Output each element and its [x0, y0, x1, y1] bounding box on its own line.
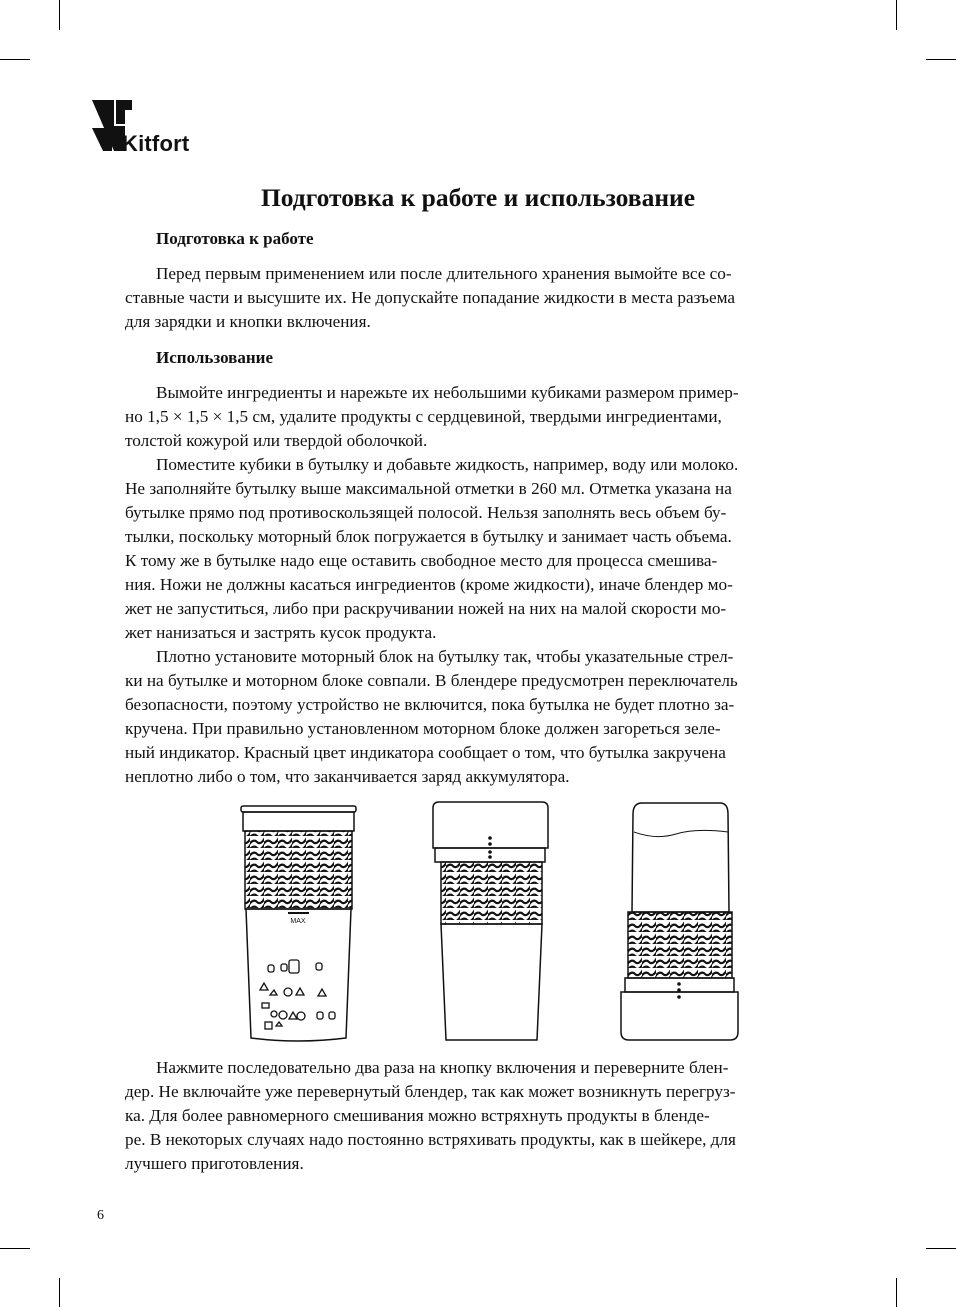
section-heading-usage: Использование: [156, 348, 273, 367]
crop-mark: [896, 1278, 897, 1307]
text-line: жет не запуститься, либо при раскручивании ножей на них на малой скорости мо-: [125, 599, 727, 618]
crop-mark: [926, 59, 956, 60]
bottle-with-ingredients-figure: [241, 806, 356, 1041]
text-line: жет нанизаться и застрять кусок продукта.: [125, 623, 437, 642]
text-line: лучшего приготовления.: [125, 1154, 304, 1173]
text-line: Перед первым применением или после длительного хранения вымойте все со-: [156, 264, 732, 283]
text-line: кручена. При правильно установленном моторном блоке должен загореться зеле-: [125, 719, 721, 738]
crop-mark: [896, 0, 897, 30]
page-title: Подготовка к работе и использование: [260, 183, 696, 212]
crop-mark: [59, 1278, 60, 1307]
text-line: безопасности, поэтому устройство не включится, пока бутылка не будет плотно за-: [125, 695, 735, 714]
text-line: ре. В некоторых случаях надо постоянно встряхивать продукты, как в шейкере, для: [125, 1130, 736, 1149]
text-line: бутылке прямо под противоскользящей полосой. Нельзя заполнять весь объем бу-: [125, 503, 727, 522]
text-line: но 1,5 × 1,5 × 1,5 см, удалите продукты с сердцевиной, твердыми ингредиентами,: [125, 407, 722, 426]
text-line: для зарядки и кнопки включения.: [125, 312, 371, 331]
paragraph: [125, 262, 841, 334]
inverted-blender-figure: [621, 803, 738, 1040]
paragraph: [125, 1056, 841, 1176]
crop-mark: [0, 1248, 30, 1249]
text-line: Поместите кубики в бутылку и добавьте жидкость, например, воду или молоко.: [156, 455, 739, 474]
text-line: ка. Для более равномерного смешивания можно встряхнуть продукты в бленде-: [125, 1106, 710, 1125]
text-line: Плотно установите моторный блок на бутылку так, чтобы указательные стрел-: [156, 647, 734, 666]
text-line: толстой кожурой или твердой оболочкой.: [125, 431, 428, 450]
page-number: 6: [97, 1208, 104, 1223]
assembled-blender-figure: [433, 802, 548, 1040]
crop-mark: [0, 59, 30, 60]
text-line: Не заполняйте бутылку выше максимальной отметки в 260 мл. Отметка указана на: [125, 479, 732, 498]
text-line: тылки, поскольку моторный блок погружается в бутылку и занимает часть объема.: [125, 527, 732, 546]
crop-mark: [926, 1248, 956, 1249]
text-line: К тому же в бутылке надо еще оставить свободное место для процесса смешива-: [125, 551, 718, 570]
paragraph: [125, 381, 841, 789]
text-line: ки на бутылке и моторном блоке совпали. В блендере предусмотрен переключатель: [125, 671, 738, 690]
text-line: Вымойте ингредиенты и нарежьте их небольшими кубиками размером пример-: [156, 383, 739, 402]
text-line: Нажмите последовательно два раза на кнопку включения и переверните блен-: [156, 1058, 729, 1077]
max-mark-label: MAX: [290, 918, 306, 925]
text-line: ния. Ножи не должны касаться ингредиентов (кроме жидкости), иначе блендер мо-: [125, 575, 733, 594]
text-line: ный индикатор. Красный цвет индикатора сообщает о том, что бутылка закручена: [125, 743, 726, 762]
text-line: неплотно либо о том, что заканчивается заряд аккумулятора.: [125, 767, 570, 786]
crop-mark: [59, 0, 60, 30]
section-heading-preparation: Подготовка к работе: [156, 229, 314, 248]
blender-illustrations: [236, 800, 746, 1045]
text-line: дер. Не включайте уже перевернутый блендер, так как может возникнуть перегруз-: [125, 1082, 736, 1101]
text-line: ставные части и высушите их. Не допускайте попадание жидкости в места разъема: [125, 288, 736, 307]
brand-name: Kitfort: [122, 131, 190, 156]
ingredients-icon: [260, 960, 335, 1029]
